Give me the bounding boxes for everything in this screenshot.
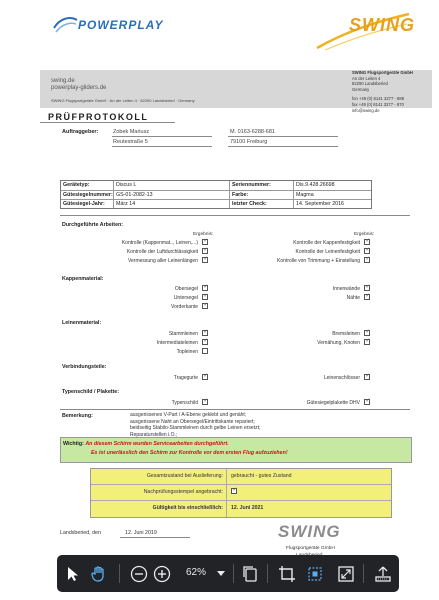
valid-value: 12. Juni 2021 <box>231 505 264 511</box>
spec-value: Magma <box>296 192 314 198</box>
checkbox-naehte[interactable] <box>364 294 370 300</box>
material-item: Obersegel <box>174 286 198 292</box>
company-country: Germany <box>352 86 370 92</box>
title-underline <box>40 122 175 123</box>
remarks-text <box>130 412 260 438</box>
spec-label: letzter Check: <box>232 201 267 207</box>
condition-label: Gesamtzustand bei Auslieferung: <box>146 473 223 479</box>
swing-wordmark: SWING <box>349 15 415 35</box>
checkbox-work-left-1[interactable] <box>202 239 208 245</box>
work-heading: Durchgeführte Arbeiten: <box>62 222 124 228</box>
checkbox-tragegurte[interactable] <box>202 374 208 380</box>
url-swing: swing.de <box>51 78 75 84</box>
placards-item: Gütesiegelplakette DHV <box>306 400 360 406</box>
customer-line-2 <box>112 146 212 147</box>
notice-prefix: Wichtig: <box>63 441 84 447</box>
company-street: An der Leiten 4 <box>352 75 381 81</box>
lines-item: Stammleinen <box>168 331 198 337</box>
checkbox-intermediateleinen[interactable] <box>202 339 208 345</box>
spec-value: 14. September 2016 <box>296 201 345 207</box>
toolbar-separator <box>233 564 234 583</box>
work-item: Kontrolle der Leinenfestigkeit <box>295 249 360 255</box>
remark-line: ausgerissene Naht an Obersegel/Eintrittskante repariert; <box>130 418 255 425</box>
checkbox-stamp[interactable] <box>231 488 237 494</box>
connectors-heading: Verbindungsteile: <box>62 364 107 370</box>
toolbar-separator <box>267 564 268 583</box>
zoom-dropdown-icon[interactable] <box>211 564 231 584</box>
lines-item: Topleinen <box>176 349 198 355</box>
work-item: Kontrolle (Kappenmat.., Leinen,...) <box>121 240 198 246</box>
remarks-label: Bemerkung: <box>62 413 93 419</box>
upload-icon[interactable] <box>373 564 393 584</box>
lines-item: Bremsleinen <box>332 331 360 337</box>
spec-value: Dis.9.428.26698 <box>296 182 335 188</box>
toolbar-separator <box>119 564 120 583</box>
spec-row <box>61 199 371 209</box>
connectors-item: Leinenschlösser <box>323 375 360 381</box>
canopy-heading: Kappenmaterial: <box>62 276 104 282</box>
company-address-block <box>352 70 432 113</box>
checkbox-innenwaende[interactable] <box>364 285 370 291</box>
customer-line-4 <box>228 146 338 147</box>
checkbox-stammleinen[interactable] <box>202 330 208 336</box>
section-divider <box>60 215 410 216</box>
swing-logo <box>315 10 415 52</box>
viewer-toolbar <box>57 555 399 592</box>
copy-icon[interactable] <box>240 564 260 584</box>
checkbox-vernaehung[interactable] <box>364 339 370 345</box>
remark-line: beidseitig Stabilo-Stammleinen durch gelbe Leinen ersetzt; <box>130 425 261 431</box>
section-divider <box>60 409 410 410</box>
checkbox-obersegel[interactable] <box>202 285 208 291</box>
work-item: Kontrolle der Luftdurchlässigkeit <box>126 249 198 255</box>
company-city: 82290 Landsberied <box>352 81 388 87</box>
company-name: SWING Flugsportgeräte GmbH <box>352 70 413 75</box>
customer-street: Reutestraße 5 <box>113 139 148 145</box>
placards-heading: Typenschild / Plakette: <box>62 389 120 395</box>
work-item: Kontrolle von Trimmung + Einstellung <box>277 258 360 264</box>
spec-value: GS-01-2082-13 <box>116 192 153 198</box>
remark-line: Reparaturstellen i.O.; <box>130 431 178 438</box>
signature-place: Landsberied, den <box>60 530 101 536</box>
notice-text-1: An diesem Schirm wurden Servicearbeiten durchgeführt. <box>85 441 229 447</box>
crop-icon[interactable] <box>277 564 297 584</box>
customer-phone: M. 0163-6288-681 <box>230 129 275 135</box>
work-item: Kontrolle der Kappenfestigkeit <box>293 240 360 246</box>
checkbox-work-right-3[interactable] <box>364 257 370 263</box>
sender-address-line: SWING Flugsportgeräte GmbH · An der Leiten 4 · 82290 Landsberied · Germany <box>51 98 195 103</box>
summary-divider <box>91 500 391 501</box>
customer-name: Zobek Mariusz <box>113 129 150 135</box>
result-label-left: Ergebnis: <box>193 232 214 237</box>
checkbox-leinenschloesser[interactable] <box>364 374 370 380</box>
powerplay-wordmark: POWERPLAY <box>78 18 164 32</box>
zoom-out-icon[interactable] <box>129 564 149 584</box>
lines-item: Intermediateleinen <box>156 340 198 346</box>
spec-label: Gütesiegelnummer: <box>63 192 113 198</box>
placards-item: Typenschild <box>171 400 198 406</box>
customer-city: 79100 Freiburg <box>230 139 268 145</box>
checkbox-guetesiegelplakette[interactable] <box>364 399 370 405</box>
spec-label: Farbe: <box>232 192 249 198</box>
toolbar-separator <box>363 564 364 583</box>
checkbox-work-left-3[interactable] <box>202 257 208 263</box>
date-line <box>120 537 190 538</box>
url-powerplay: powerplay-gliders.de <box>51 85 107 91</box>
stamp-label: Nachprüfungsstempel angebracht: <box>143 489 223 495</box>
summary-table <box>90 468 392 518</box>
powerplay-logo <box>52 14 162 36</box>
lines-item: Vernähung, Knoten <box>317 340 360 346</box>
connectors-item: Tragegurte <box>173 375 198 381</box>
hand-icon[interactable] <box>89 564 109 584</box>
spec-value: März 14 <box>116 201 136 207</box>
fullscreen-icon[interactable] <box>336 564 356 584</box>
summary-divider <box>226 469 227 517</box>
customer-label: Auftraggeber: <box>62 129 99 135</box>
pointer-icon[interactable] <box>63 564 83 584</box>
checkbox-vorderkante[interactable] <box>202 303 208 309</box>
checkbox-untersegel[interactable] <box>202 294 208 300</box>
spec-row <box>61 181 371 190</box>
checkbox-bremsleinen[interactable] <box>364 330 370 336</box>
result-label-right: Ergebnis: <box>354 232 375 237</box>
checkbox-typenschild[interactable] <box>202 399 208 405</box>
material-item: Untersegel <box>173 295 198 301</box>
checkbox-work-right-2[interactable] <box>364 248 370 254</box>
fit-page-icon[interactable] <box>305 564 325 584</box>
spec-label: Seriennummer: <box>232 182 271 188</box>
signature-stamp-brand: SWING <box>278 522 341 541</box>
spec-value: Discus L <box>116 182 137 188</box>
powerplay-swoosh-icon <box>52 14 78 36</box>
material-item: Nähte <box>346 295 360 301</box>
important-notice <box>60 437 412 463</box>
customer-line-3 <box>228 136 338 137</box>
company-fon: fon +49 (0) 8141 3277 - 888 <box>352 96 405 102</box>
material-item: Vorderkante <box>171 304 198 310</box>
condition-value: gebraucht - gutes Zustand <box>231 473 292 479</box>
lines-heading: Leinenmaterial: <box>62 320 102 326</box>
page-title: PRÜFPROTOKOLL <box>48 112 149 122</box>
device-spec-table <box>60 180 372 209</box>
zoom-level[interactable]: 62% <box>186 567 207 578</box>
remark-line: ausgerissenes V-Part / A-Ebene geklebt und genäht; <box>130 412 247 418</box>
summary-divider <box>91 484 391 485</box>
notice-line-1 <box>63 441 229 447</box>
zoom-in-icon[interactable] <box>152 564 172 584</box>
valid-label: Gültigkeit bis einschließlich: <box>152 505 223 511</box>
checkbox-work-right-1[interactable] <box>364 239 370 245</box>
company-fax: fax +49 (0) 8141 3277 - 870 <box>352 101 404 107</box>
company-email: info@swing.de <box>352 107 380 113</box>
signature-date: 12. Juni 2019 <box>125 530 157 536</box>
spec-label: Gerätetyp: <box>63 182 90 188</box>
work-item: Vermessung aller Leinenlängen <box>127 258 198 264</box>
spec-label: Gütesiegel-Jahr: <box>63 201 105 207</box>
notice-text-2: Es ist unerlässlich den Schirm zur Kontrolle vor dem ersten Flug aufzuziehen! <box>91 450 288 456</box>
checkbox-topleinen[interactable] <box>202 348 208 354</box>
signature-company: Flugsportgeräte GmbH <box>286 546 335 551</box>
customer-line-1 <box>112 136 212 137</box>
material-item: Innenwände <box>332 286 360 292</box>
checkbox-work-left-2[interactable] <box>202 248 208 254</box>
